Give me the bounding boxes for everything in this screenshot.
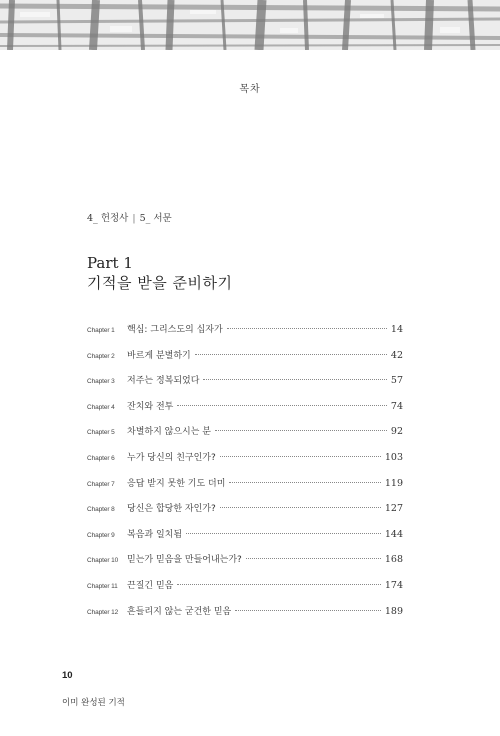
leader-dots <box>229 482 380 483</box>
page-number-ref: 127 <box>384 503 403 515</box>
chapter-number: Chapter 2 <box>87 352 115 360</box>
leader-dots <box>227 328 387 329</box>
running-footer-title: 이미 완성된 기적 <box>62 698 125 708</box>
leader-dots <box>220 507 381 508</box>
chapter-number: Chapter 10 <box>87 557 119 565</box>
brush-texture-graphic <box>0 0 500 50</box>
leader-dots <box>177 584 381 585</box>
chapter-number: Chapter 8 <box>87 506 115 514</box>
leader-dots <box>220 456 381 457</box>
chapter-number: Chapter 7 <box>87 480 115 488</box>
toc-entry <box>87 552 403 578</box>
chapter-title: 믿는가 믿음을 만들어내는가? <box>127 555 242 566</box>
page-number-ref: 174 <box>384 579 403 591</box>
separator: | <box>132 213 136 224</box>
toc-entry <box>87 604 403 630</box>
dedication-entry: 4_ 헌정사 <box>87 213 129 224</box>
preface-entry: 5_ 서문 <box>139 213 172 224</box>
toc-entry <box>87 501 403 527</box>
toc-entry <box>87 578 403 604</box>
toc-entry <box>87 476 403 502</box>
toc-list <box>87 322 403 629</box>
toc-entry <box>87 424 403 450</box>
chapter-title: 잔치와 전투 <box>127 401 174 412</box>
toc-entry <box>87 322 403 348</box>
page-number-ref: 144 <box>384 528 403 540</box>
chapter-number: Chapter 5 <box>87 429 115 437</box>
toc-entry <box>87 348 403 374</box>
leader-dots <box>246 558 381 559</box>
page-number-ref: 74 <box>390 400 403 412</box>
toc-entry <box>87 373 403 399</box>
chapter-title: 당신은 합당한 자인가? <box>127 504 216 515</box>
leader-dots <box>215 430 387 431</box>
chapter-number: Chapter 9 <box>87 531 115 539</box>
page-number-ref: 57 <box>390 375 403 387</box>
page-number-ref: 168 <box>384 554 403 566</box>
page-number-ref: 103 <box>384 451 403 463</box>
chapter-title: 누가 당신의 친구인가? <box>127 452 216 463</box>
chapter-title: 차별하지 않으시는 분 <box>127 427 211 438</box>
leader-dots <box>195 354 387 355</box>
page-number-ref: 42 <box>390 349 403 361</box>
page-number-ref: 189 <box>384 605 403 617</box>
chapter-title: 저주는 정복되었다 <box>127 376 200 387</box>
part-title: 기적을 받을 준비하기 <box>87 274 233 292</box>
chapter-title: 핵심: 그리스도의 십자가 <box>127 325 223 335</box>
chapter-title: 끈질긴 믿음 <box>127 580 174 591</box>
toc-entry <box>87 399 403 425</box>
toc-entry <box>87 527 403 553</box>
page-number: 10 <box>62 670 73 681</box>
page-number-ref: 119 <box>384 477 403 489</box>
page-number-ref: 14 <box>390 324 403 335</box>
chapter-number: Chapter 1 <box>87 327 115 334</box>
chapter-number: Chapter 3 <box>87 378 115 386</box>
leader-dots <box>177 405 387 406</box>
chapter-title: 바르게 분별하기 <box>127 350 191 361</box>
leader-dots <box>235 610 381 611</box>
chapter-title: 응답 받지 못한 기도 더미 <box>127 478 226 489</box>
chapter-title: 흔들리지 않는 굳건한 믿음 <box>127 606 232 617</box>
page-title: 목차 <box>239 84 261 95</box>
leader-dots <box>186 533 381 534</box>
page-number-ref: 92 <box>390 426 403 438</box>
part-label: Part 1 <box>87 254 133 272</box>
chapter-number: Chapter 12 <box>87 608 119 616</box>
front-matter-line <box>87 210 172 224</box>
chapter-number: Chapter 6 <box>87 454 115 462</box>
toc-entry <box>87 450 403 476</box>
decorative-header-banner <box>0 0 500 50</box>
leader-dots <box>203 379 386 380</box>
chapter-number: Chapter 4 <box>87 403 115 411</box>
chapter-title: 복음과 일치됨 <box>127 529 183 540</box>
chapter-number: Chapter 11 <box>87 582 118 590</box>
